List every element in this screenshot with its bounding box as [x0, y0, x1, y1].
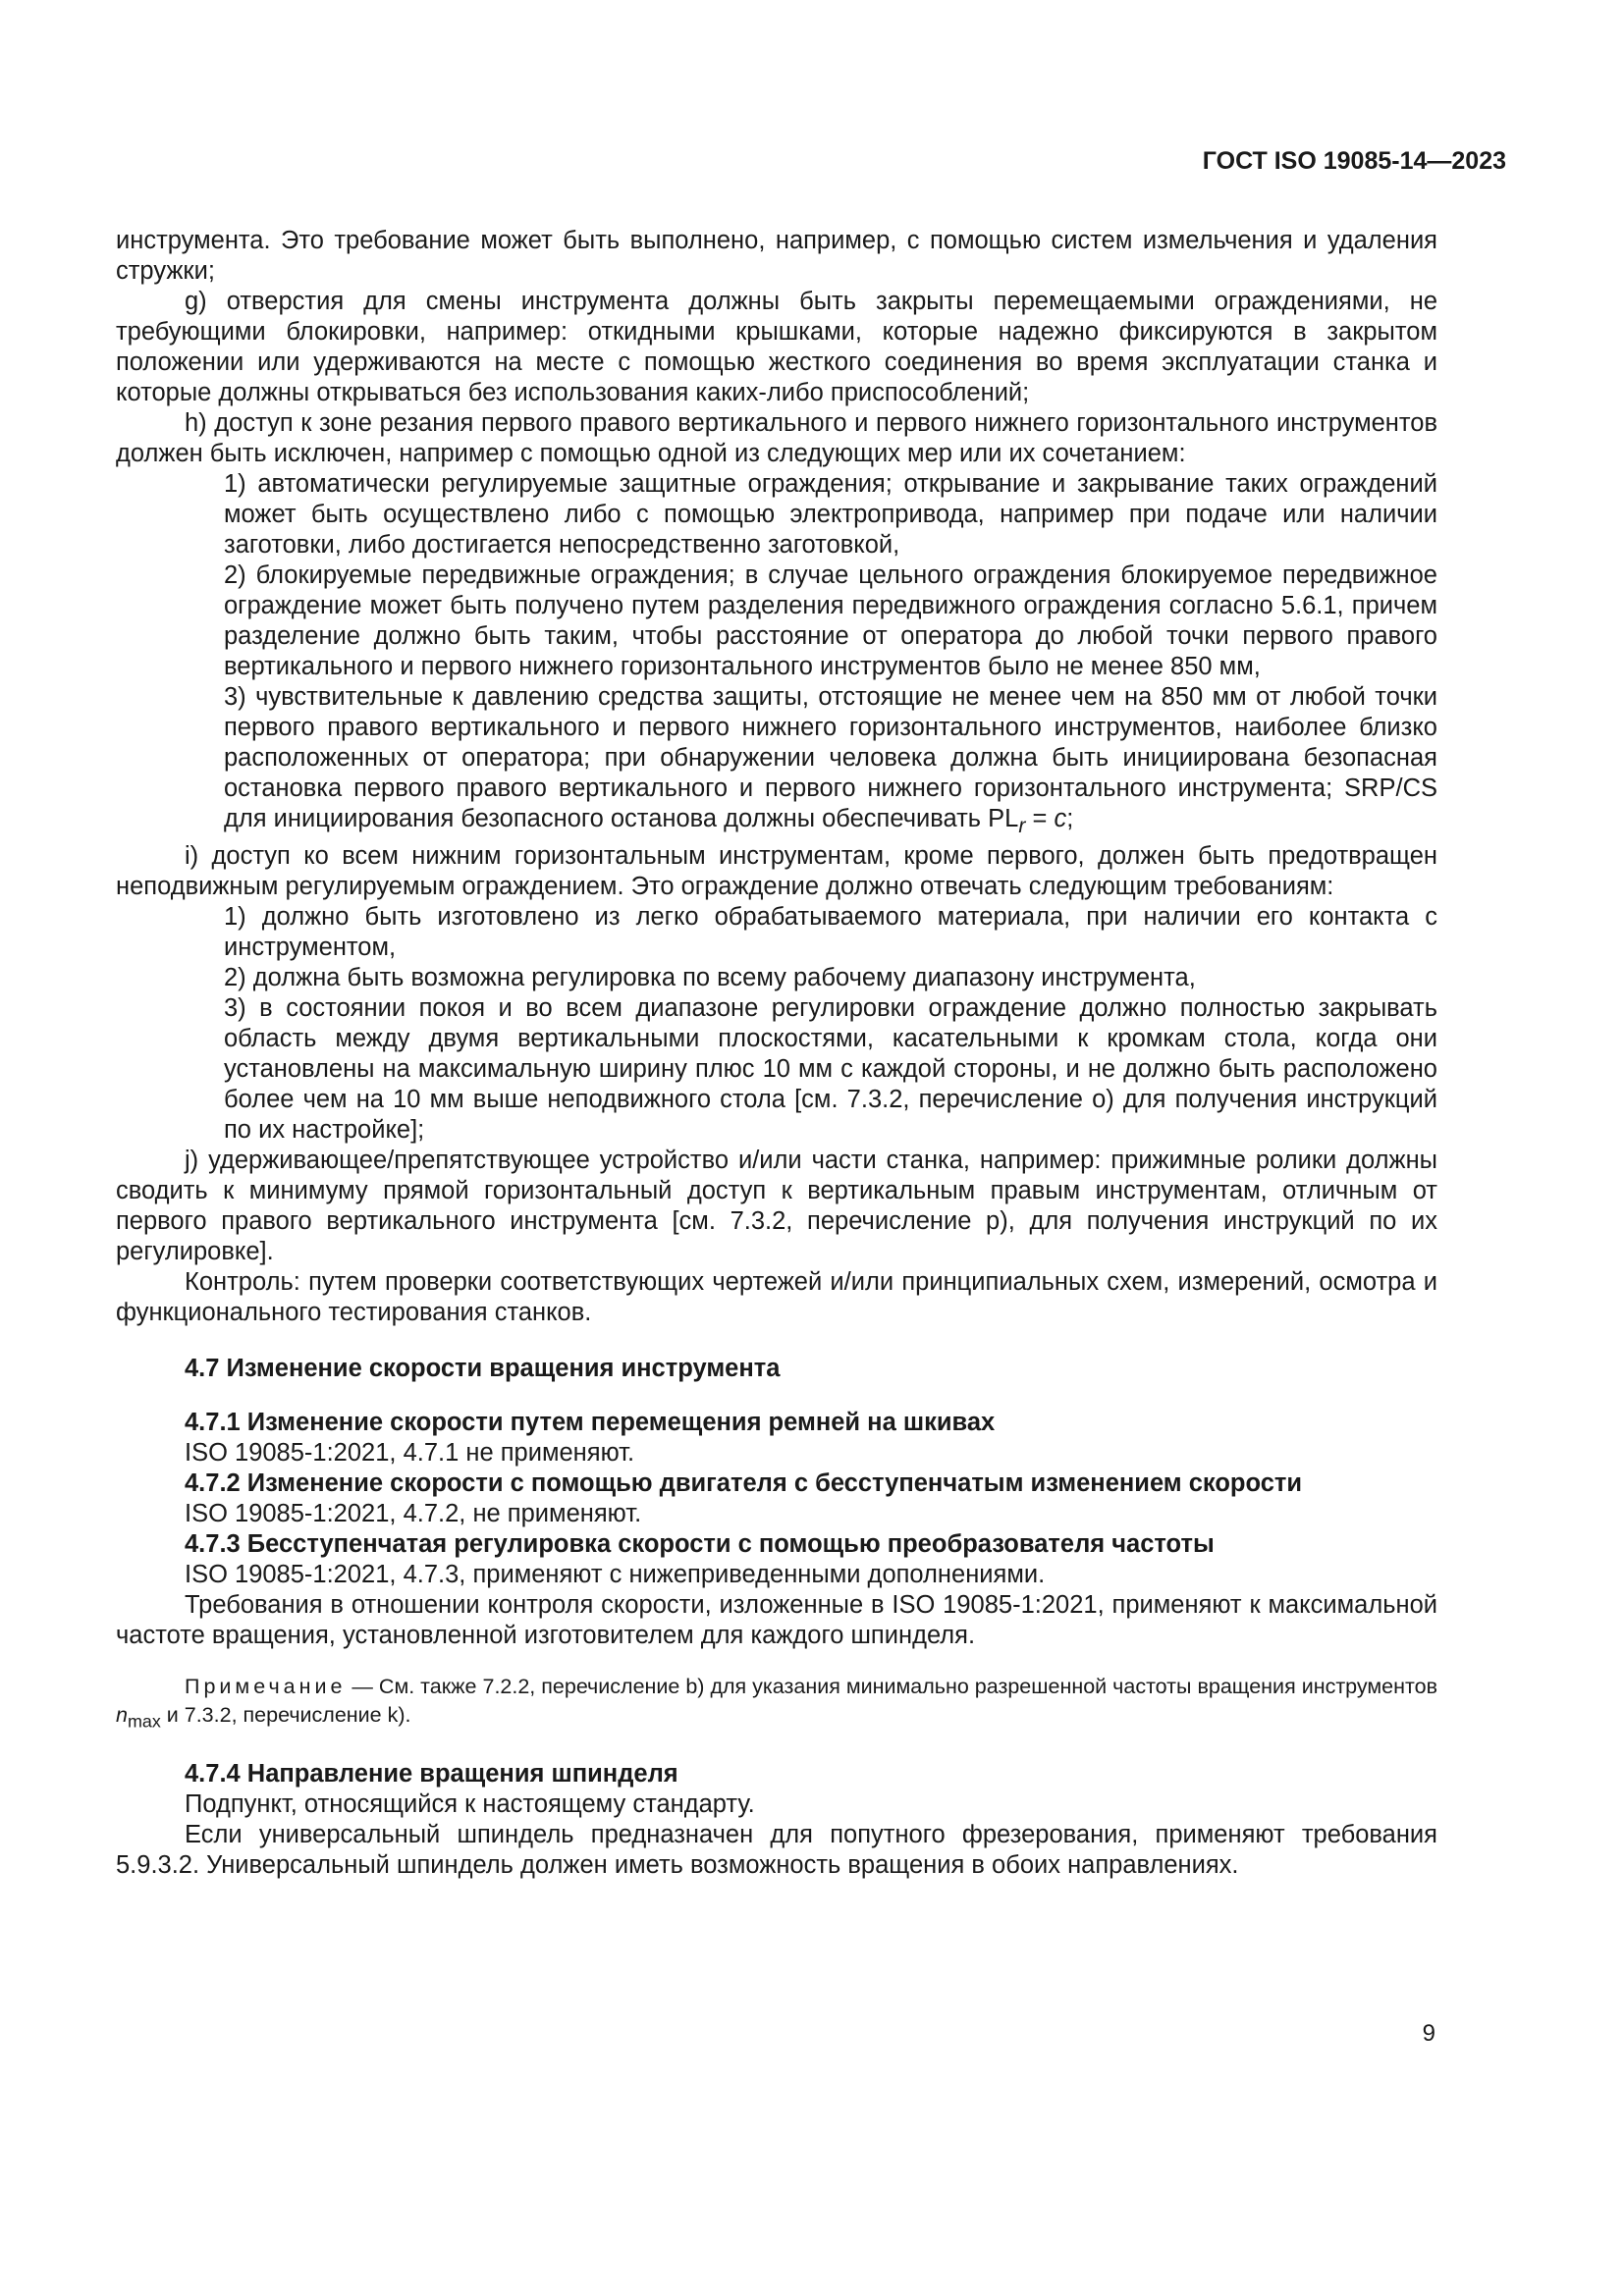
section-heading-4-7-1: 4.7.1 Изменение скорости путем перемещения ремней на шкивах: [185, 1409, 996, 1437]
list-item-i-3: 3) в состоянии покоя и во всем диапазоне регулировки ограждение должно полностью закрывать область между двумя вертикальными плоскостями, касательными к кромкам стола, когда они установлены на максимальную ширину плюс 10 мм с каждой стороны, и не должно быть расположено более чем на 10 мм выше неподвижного стола [см. 7.3.2, перечисление о) для получения инструкций по их настройке];: [224, 994, 1437, 1145]
list-item-h-2: 2) блокируемые передвижные ограждения; в случае цельного ограждения блокируемое передвижное ограждение может быть получено путем разделения передвижного ограждения согласно 5.6.1, причем разделение должно быть таким, чтобы расстояние от оператора до любой точки первого правого вертикального и первого нижнего горизонтального инструментов было не менее 850 мм,: [224, 561, 1437, 680]
pl-equals: =: [1025, 805, 1055, 832]
paragraph-continuation: инструмента. Это требование может быть выполнено, например, с помощью систем измельчения и удаления стружки;: [116, 227, 1437, 285]
pl-semicolon: ;: [1066, 805, 1074, 832]
section-heading-4-7-4: 4.7.4 Направление вращения шпинделя: [185, 1760, 678, 1789]
section-4-7-1-text: ISO 19085-1:2021, 4.7.1 не применяют.: [185, 1439, 635, 1468]
page-number: 9: [1422, 2020, 1435, 2047]
list-item-i-1: 1) должно быть изготовлено из легко обрабатываемого материала, при наличии его контакта с инструментом,: [224, 903, 1437, 962]
list-item-i: i) доступ ко всем нижним горизонтальным инструментам, кроме первого, должен быть предотвращен неподвижным регулируемым ограждением. Это ограждение должно отвечать следующим требованиям:: [116, 842, 1437, 901]
section-heading-4-7: 4.7 Изменение скорости вращения инструмента: [185, 1355, 781, 1383]
pl-value: c: [1054, 805, 1067, 832]
section-4-7-3-text-2: Требования в отношении контроля скорости, изложенные в ISO 19085-1:2021, применяют к максимальной частоте вращения, установленной изготовителем для каждого шпинделя.: [116, 1591, 1437, 1650]
document-header: ГОСТ ISO 19085-14—2023: [1202, 147, 1506, 175]
section-4-7-4-text-1: Подпункт, относящийся к настоящему стандарту.: [185, 1790, 755, 1819]
note-text-1: См. также 7.2.2, перечисление b) для указания минимально разрешенной частоты вращения инструментов: [378, 1675, 1437, 1699]
list-item-h: h) доступ к зоне резания первого правого вертикального и первого нижнего горизонтального инструментов должен быть исключен, например с помощью одной из следующих мер или их сочетанием:: [116, 409, 1437, 467]
list-item-h-1: 1) автоматически регулируемые защитные ограждения; открывание и закрывание таких ограждений может быть осуществлено либо с помощью электропривода, например при подаче или наличии заготовки, либо достигается непосредственно заготовкой,: [224, 470, 1437, 559]
control-paragraph: Контроль: путем проверки соответствующих чертежей и/или принципиальных схем, измерений, осмотра и функционального тестирования станков.: [116, 1268, 1437, 1327]
note: [116, 1673, 1437, 1735]
list-item-h-3-text: 3) чувствительные к давлению средства защиты, отстоящие не менее чем на 850 мм от любой точки первого правого вертикального и первого нижнего горизонтального инструментов, наиболее близко расположенных от оператора; при обнаружении человека должна быть инициирована безопасная остановка первого правого вертикального и первого нижнего горизонтального инструмента; SRP/CS для инициирования безопасного останова должны обеспечивать PL: [224, 683, 1437, 832]
section-4-7-4-text-2: Если универсальный шпиндель предназначен для попутного фрезерования, применяют требования 5.9.3.2. Универсальный шпиндель должен иметь возможность вращения в обоих направлениях.: [116, 1821, 1437, 1880]
document-body: [116, 226, 1437, 1881]
note-n-symbol: n: [116, 1703, 128, 1728]
list-item-h-3: [116, 682, 1437, 841]
note-label: Примечание: [185, 1675, 347, 1699]
section-4-7-3-text-1: ISO 19085-1:2021, 4.7.3, применяют с нижеприведенными дополнениями.: [185, 1561, 1046, 1589]
list-item-g: g) отверстия для смены инструмента должны быть закрыты перемещаемыми ограждениями, не требующими блокировки, например: откидными крышками, которые надежно фиксируются в закрытом положении или удерживаются на месте с помощью жесткого соединения во время эксплуатации станка и которые должны открываться без использования каких-либо приспособлений;: [116, 288, 1437, 406]
note-dash: —: [346, 1675, 379, 1699]
list-item-i-2: 2) должна быть возможна регулировка по всему рабочему диапазону инструмента,: [224, 964, 1196, 992]
section-4-7-2-text: ISO 19085-1:2021, 4.7.2, не применяют.: [185, 1500, 642, 1528]
section-heading-4-7-2: 4.7.2 Изменение скорости с помощью двигателя с бесступенчатым изменением скорости: [185, 1469, 1303, 1498]
list-item-j: j) удерживающее/препятствующее устройство и/или части станка, например: прижимные ролики должны сводить к минимуму прямой горизонтальный доступ к вертикальным правым инструментам, отличным от первого правого вертикального инструмента [см. 7.3.2, перечисление р), для получения инструкций по их регулировке].: [116, 1147, 1437, 1266]
pl-subscript: r: [1018, 814, 1026, 838]
note-text-2: и 7.3.2, перечисление k).: [160, 1703, 411, 1728]
section-heading-4-7-3: 4.7.3 Бесступенчатая регулировка скорости с помощью преобразователя частоты: [185, 1530, 1215, 1559]
note-n-subscript: max: [127, 1711, 161, 1732]
